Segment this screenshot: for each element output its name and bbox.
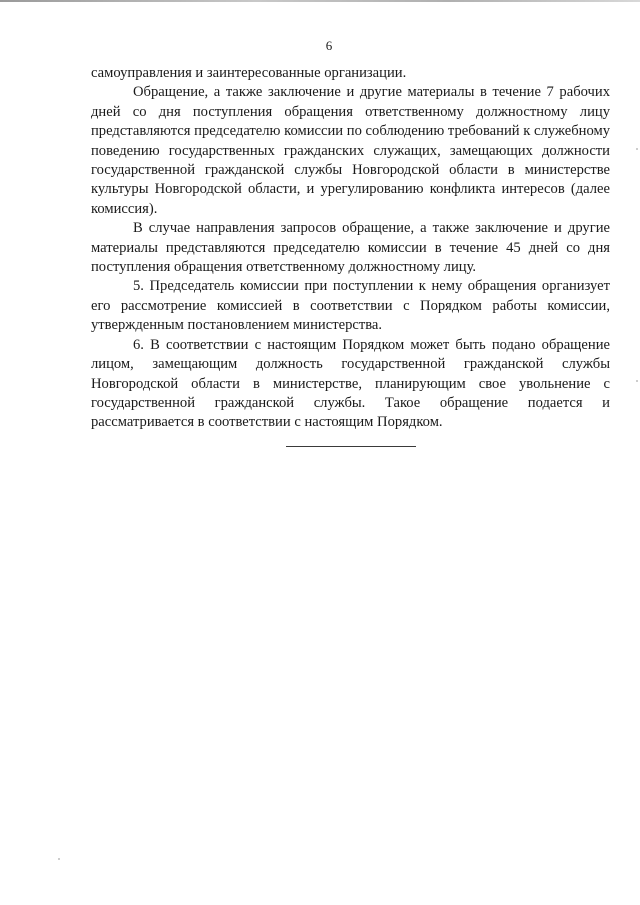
- paragraph-continuation: самоуправления и заинтересованные организации.: [91, 65, 407, 81]
- scan-speck: [636, 148, 638, 150]
- scan-speck: [636, 380, 638, 382]
- paragraph-item-5: 5. Председатель комиссии при поступлении к нему обращения организует его рассмотрение комиссией в соответствии с Порядком работы комиссии, утвержденным постановлением министерства.: [91, 278, 610, 334]
- end-of-text-rule: [286, 446, 416, 447]
- paragraph-item-6: 6. В соответствии с настоящим Порядком может быть подано обращение лицом, замещающим должность государственной гражданской службы Новгородской области в министерстве, планирующим свое увольнение с государственной гражданской службы. Такое обращение подается и рассматривается в соответствии с настоящим Порядком.: [91, 336, 610, 431]
- paragraph-materials-45-days: В случае направления запросов обращение, а также заключение и другие материалы представляются председателю комиссии в течение 45 дней со дня поступления обращения ответственному должностному лицу.: [91, 220, 610, 276]
- page-number: 6: [325, 38, 333, 53]
- scan-top-edge: [0, 0, 640, 2]
- paragraph-materials-7-days: Обращение, а также заключение и другие материалы в течение 7 рабочих дней со дня поступления обращения ответственному должностному лицу представляются председателю комиссии по соблюдению требований к служебному поведению государственных гражданских служащих, замещающих должности государственной гражданской службы Новгородской области в министерстве культуры Новгородской области, и урегулированию конфликта интересов (далее комиссия).: [91, 84, 610, 217]
- scan-speck: [58, 858, 60, 860]
- document-body: [91, 64, 610, 433]
